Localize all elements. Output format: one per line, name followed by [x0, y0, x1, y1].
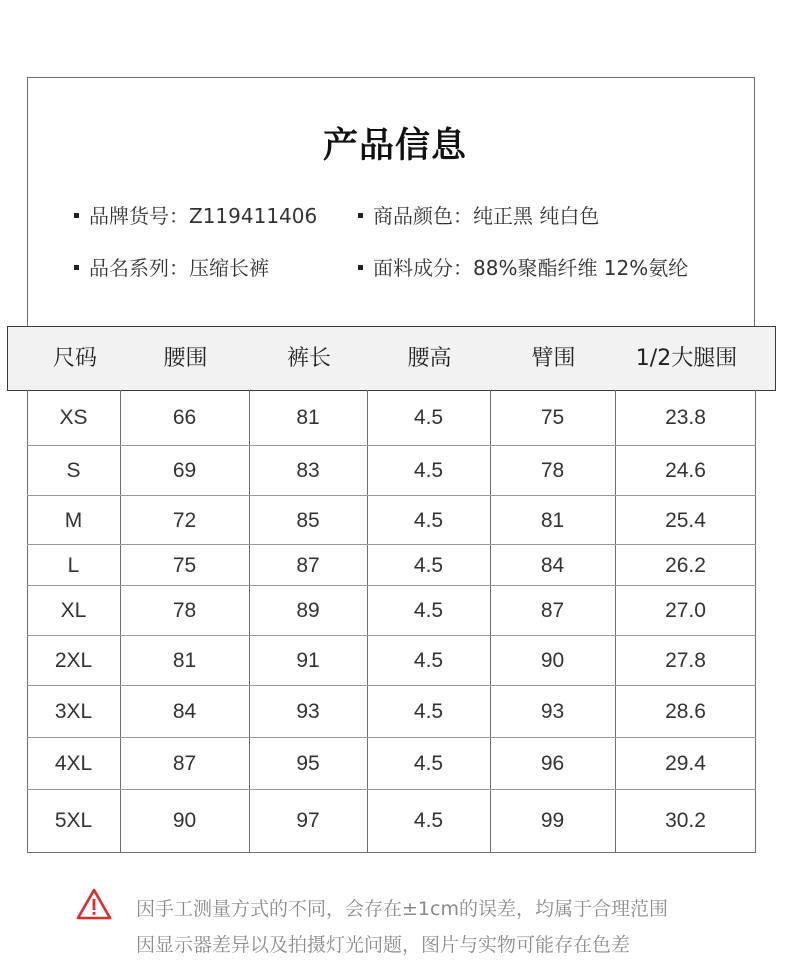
header-waist-height: 腰高 [407, 346, 452, 371]
info-label: 面料成分： [373, 256, 473, 280]
table-cell: 95 [296, 752, 320, 775]
table-cell: 75 [540, 406, 565, 429]
table-cell: 4.5 [413, 809, 444, 832]
table-cell: 75 [172, 554, 197, 577]
table-cell: 78 [172, 599, 197, 622]
table-cell: 72 [172, 509, 197, 532]
table-cell: L [67, 554, 80, 577]
table-cell: 90 [172, 809, 197, 832]
bullet-icon [74, 265, 79, 270]
product-info-title: 产品信息 [322, 126, 467, 166]
table-cell: 4.5 [413, 554, 444, 577]
table-cell: 26.2 [665, 554, 706, 577]
table-cell: 23.8 [665, 406, 706, 429]
header-waist: 腰围 [163, 346, 208, 371]
bullet-icon [358, 213, 363, 218]
header-half-thigh: 1/2大腿围 [635, 346, 738, 371]
table-cell: S [66, 459, 81, 482]
info-item-series [74, 252, 269, 281]
notice-line-color: 因显示器差异以及拍摄灯光问题，图片与实物可能存在色差 [136, 934, 631, 956]
table-cell: 83 [296, 459, 320, 482]
table-cell: 69 [172, 459, 197, 482]
table-row [27, 545, 756, 586]
table-cell: 89 [296, 599, 320, 622]
info-item-fabric [358, 252, 688, 281]
bullet-icon [358, 265, 363, 270]
info-item-brand-sku [74, 200, 317, 229]
table-cell: 81 [540, 509, 565, 532]
warning-triangle-icon [76, 888, 112, 920]
info-label: 品牌货号： [89, 204, 189, 228]
info-item-color [358, 200, 599, 229]
table-row [27, 636, 756, 686]
table-cell: 2XL [54, 649, 93, 672]
table-cell: 91 [296, 649, 320, 672]
header-hip: 臂围 [531, 346, 576, 371]
table-row [27, 738, 756, 790]
info-value: 88%聚酯纤维 12%氨纶 [473, 256, 689, 280]
table-row [27, 686, 756, 738]
table-cell: 25.4 [665, 509, 706, 532]
table-cell: 81 [172, 649, 197, 672]
table-cell: 81 [296, 406, 320, 429]
table-cell: 4.5 [413, 700, 444, 723]
info-value: Z119411406 [189, 204, 318, 228]
table-cell: 4.5 [413, 459, 444, 482]
table-cell: 27.8 [665, 649, 706, 672]
header-length: 裤长 [286, 346, 331, 371]
table-cell: 99 [540, 809, 565, 832]
table-cell: 5XL [54, 809, 93, 832]
table-cell: 90 [540, 649, 565, 672]
table-row [27, 390, 756, 446]
table-cell: 4.5 [413, 599, 444, 622]
table-cell: 27.0 [665, 599, 706, 622]
table-cell: 4.5 [413, 649, 444, 672]
table-cell: 87 [172, 752, 197, 775]
table-row [27, 586, 756, 636]
table-cell: 4.5 [413, 752, 444, 775]
table-cell: 29.4 [665, 752, 706, 775]
table-cell: 4.5 [413, 509, 444, 532]
table-cell: XL [60, 599, 87, 622]
header-size: 尺码 [52, 346, 97, 371]
table-cell: 30.2 [665, 809, 706, 832]
table-cell: 4XL [54, 752, 93, 775]
table-cell: 97 [296, 809, 320, 832]
table-cell: 87 [540, 599, 565, 622]
table-cell: 87 [296, 554, 320, 577]
table-cell: 3XL [54, 700, 93, 723]
table-cell: 84 [172, 700, 197, 723]
table-row [27, 790, 756, 852]
table-cell: 93 [540, 700, 565, 723]
info-value: 纯正黑 纯白色 [473, 204, 600, 228]
table-cell: 66 [172, 406, 197, 429]
table-cell: 96 [540, 752, 565, 775]
table-cell: 24.6 [665, 459, 706, 482]
notice-section [76, 886, 756, 966]
table-cell: 84 [540, 554, 565, 577]
bullet-icon [74, 213, 79, 218]
table-cell: 28.6 [665, 700, 706, 723]
table-cell: 4.5 [413, 406, 444, 429]
info-label: 商品颜色： [373, 204, 473, 228]
notice-line-measurement: 因手工测量方式的不同，会存在±1cm的误差，均属于合理范围 [136, 898, 668, 920]
info-label: 品名系列： [89, 256, 189, 280]
info-value: 压缩长裤 [189, 256, 269, 280]
size-table-header [7, 326, 776, 391]
table-cell: 93 [296, 700, 320, 723]
table-row [27, 496, 756, 545]
table-cell: XS [59, 406, 88, 429]
table-cell: 85 [296, 509, 320, 532]
table-row [27, 446, 756, 496]
table-cell: 78 [540, 459, 565, 482]
table-cell: M [64, 509, 83, 532]
